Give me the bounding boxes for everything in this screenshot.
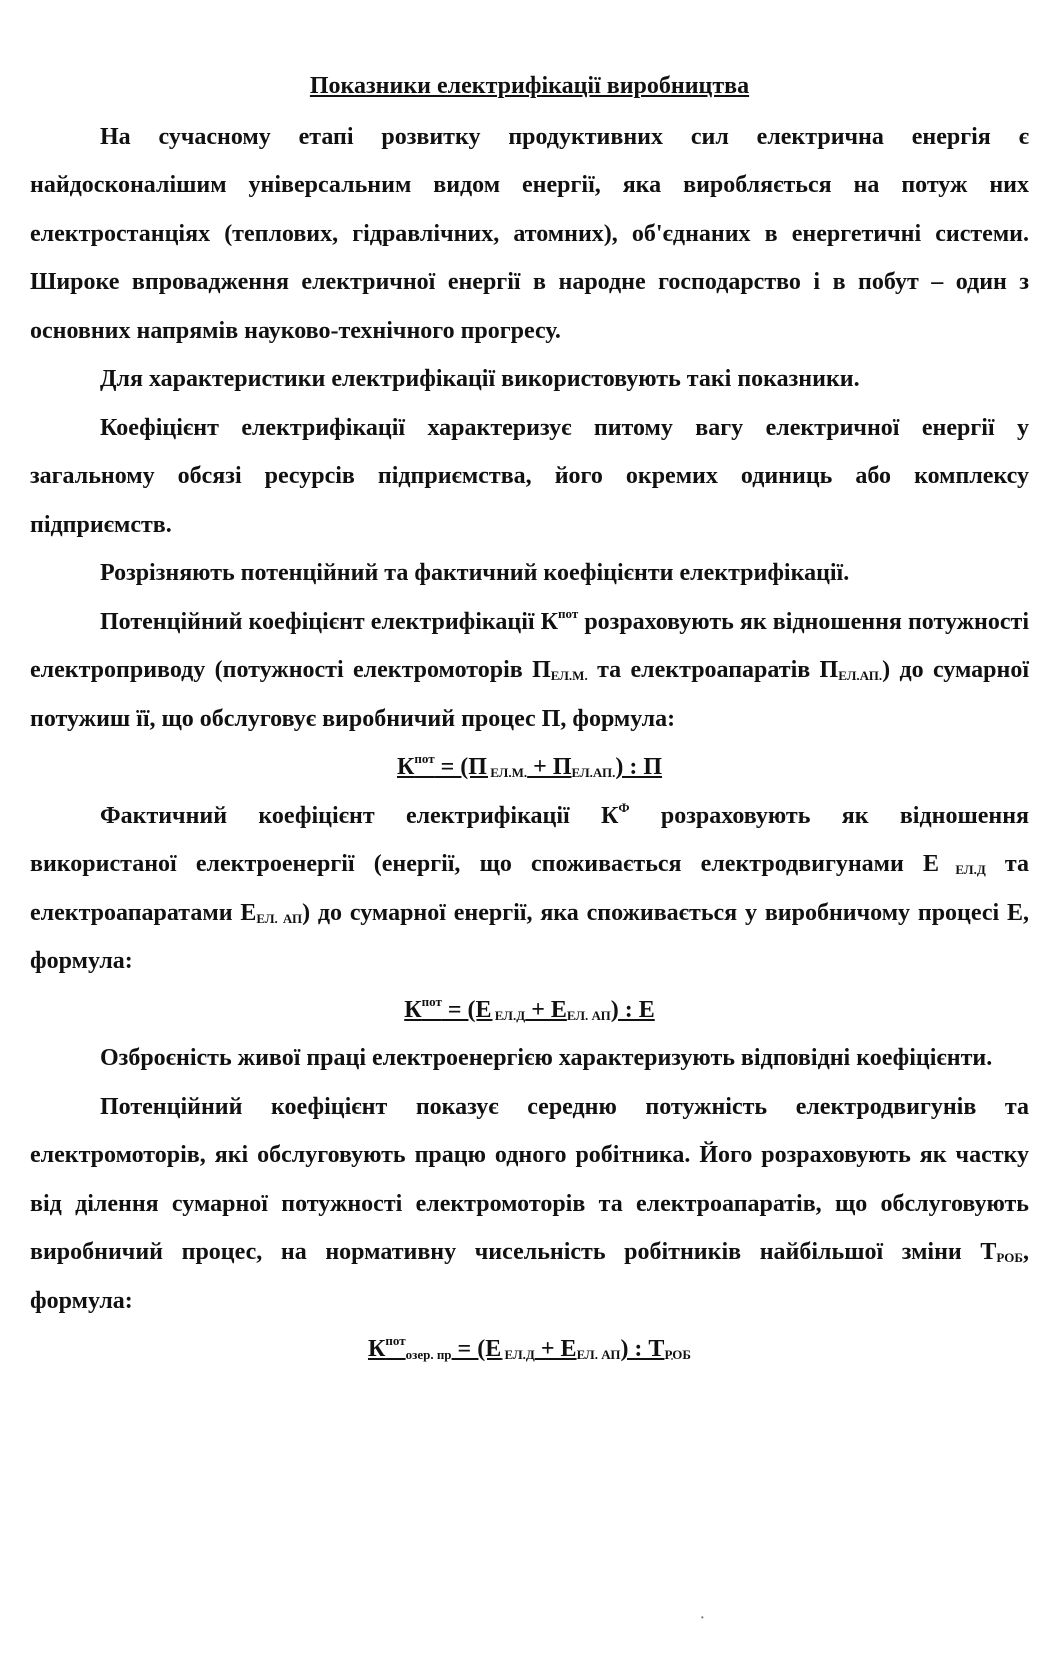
formula-actual: $К^{пот} = (Е$ $_{ЕЛ.Д} + Е_{ЕЛ. АП}$) : Е — [404, 993, 655, 1023]
paragraph-coefficient-definition: Коефіцієнт електрифікації характеризує питому вагу електричної енергії у загальному обсязі ресурсів підприємства, його окремих одиниць або комплексу підприємств. — [30, 414, 1029, 538]
paragraph-potential-per-worker: Потенційний коефіцієнт показує середню потужність електродвигунів та електромоторів, які обслуговують працю одного робітника. Його розраховують як частку від ділення сумарної потужності електромоторів та електроапаратів, що обслуговують виробничий процес, на нормативну чисельність робітників найбільшої зміни $Т_{РОБ}$, формула: — [30, 1093, 1029, 1314]
paragraph-labor-equipment: Озброєність живої праці електроенергією характеризують відповідні коефіцієнти. — [100, 1045, 993, 1071]
formula-potential: $К^{пот} = (П$ $_{ЕЛ.М.} + П_{ЕЛ.АП.}$) : П — [396, 751, 663, 780]
paragraph-potential-coefficient: Потенційний коефіцієнт електрифікації $К^{пот}$ розраховують як відношення потужності електроприводу (потужності електромоторів $П_{ЕЛ.М.}$ та електроапаратів $П_{ЕЛ.АП.}$) до сумарної потужиш її, що обслуговує виробничий процес П, формула: — [30, 605, 1029, 732]
paragraph-coefficient-types: Розрізняють потенційний та фактичний коефіцієнти електрифікації. — [100, 560, 850, 586]
paragraph-actual-coefficient: Фактичний коефіцієнт електрифікації $К^Ф$ розраховують як відношення використаної електроенергії (енергії, що споживається електродвигунами Е $_{ЕЛ.Д}$ та електроапаратами $Е_{ЕЛ. АП}$) до сумарної енергії, яка споживається у виробничому процесі Е, формула: — [30, 799, 1030, 974]
paragraph-intro: На сучасному етапі розвитку продуктивних сил електрична енергія є найдосконалішим універсальним видом енергії, яка виробляється на потуж них електростанціях (теплових, гідравлічних, атомних), об'єднаних в енергетичні системи. Широке впровадження електричної енергії в народне господарство і в побут – один з основних напрямів науково-технічного прогресу. — [30, 123, 1029, 344]
formula-per-worker: $К^{пот}_{озер. пр} = (Е$ $_{ЕЛ.Д} + Е_{ЕЛ. АП}$) : $Т_{РОБ}$ — [367, 1333, 692, 1362]
document-title: Показники електрифікації виробництва — [309, 73, 750, 99]
scan-speck: · — [700, 1611, 705, 1626]
paragraph-indicators: Для характеристики електрифікації використовують такі показники. — [100, 366, 860, 392]
